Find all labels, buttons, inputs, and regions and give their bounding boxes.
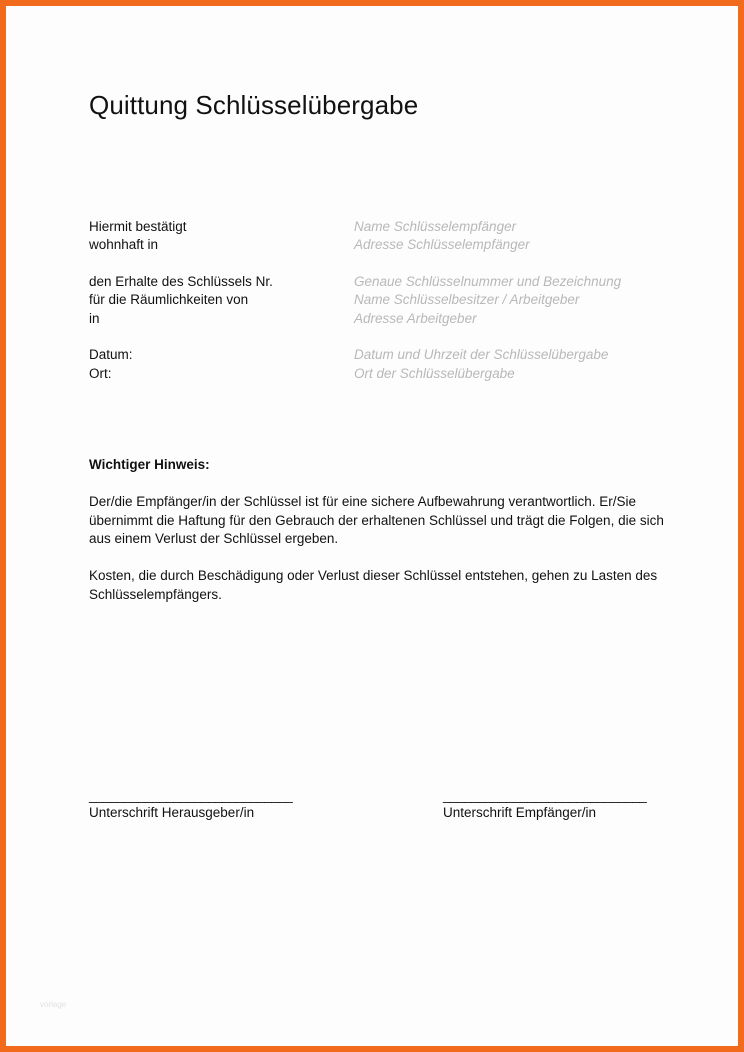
field-label: wohnhaft in <box>89 237 159 252</box>
field-placeholder[interactable]: Datum und Uhrzeit der Schlüsselübergabe <box>354 347 609 362</box>
document-title: Quittung Schlüsselübergabe <box>89 90 419 120</box>
field-placeholder[interactable]: Adresse Arbeitgeber <box>354 311 477 326</box>
field-placeholder[interactable]: Ort der Schlüsselübergabe <box>354 366 515 381</box>
signature-caption-recipient: Unterschrift Empfänger/in <box>443 805 597 820</box>
signature-caption-issuer: Unterschrift Herausgeber/in <box>89 805 255 820</box>
field-row-owner-address <box>89 311 649 330</box>
field-row-recipient-address <box>89 237 649 256</box>
field-label: in <box>89 311 100 326</box>
field-row-key-number <box>89 274 649 293</box>
field-label: Hiermit bestätigt <box>89 219 187 234</box>
field-label: für die Räumlichkeiten von <box>89 292 249 307</box>
signature-line: _____________________________ <box>89 788 293 803</box>
field-row-owner-name <box>89 292 649 311</box>
field-row-place <box>89 366 649 385</box>
notice-paragraph-1: Der/die Empfänger/in der Schlüssel ist für eine sichere Aufbewahrung verantwortlich. Er/Sie übernimmt die Haftung für den Gebrauch der erhaltenen Schlüssel und trägt die Folgen, die sich aus einem Verlust der Schlüssel ergeben. <box>89 494 664 546</box>
signature-block-recipient <box>443 788 646 820</box>
field-placeholder[interactable]: Genaue Schlüsselnummer und Bezeichnung <box>354 274 622 289</box>
field-label: Ort: <box>89 366 112 381</box>
field-label: Datum: <box>89 347 133 362</box>
field-row-date <box>89 347 649 366</box>
field-placeholder[interactable]: Name Schlüsselbesitzer / Arbeitgeber <box>354 292 580 307</box>
field-label: den Erhalte des Schlüssels Nr. <box>89 274 273 289</box>
field-placeholder[interactable]: Name Schlüsselempfänger <box>354 219 517 234</box>
field-placeholder[interactable]: Adresse Schlüsselempfänger <box>354 237 530 252</box>
signature-line: _____________________________ <box>443 788 647 803</box>
signature-block-issuer <box>89 788 292 820</box>
field-row-recipient-name <box>89 219 649 238</box>
notice-heading: Wichtiger Hinweis: <box>89 457 210 472</box>
footer-watermark: vorlage <box>40 1000 67 1009</box>
notice-paragraph-2: Kosten, die durch Beschädigung oder Verlust dieser Schlüssel entstehen, gehen zu Lasten des Schlüsselempfängers. <box>89 568 658 602</box>
